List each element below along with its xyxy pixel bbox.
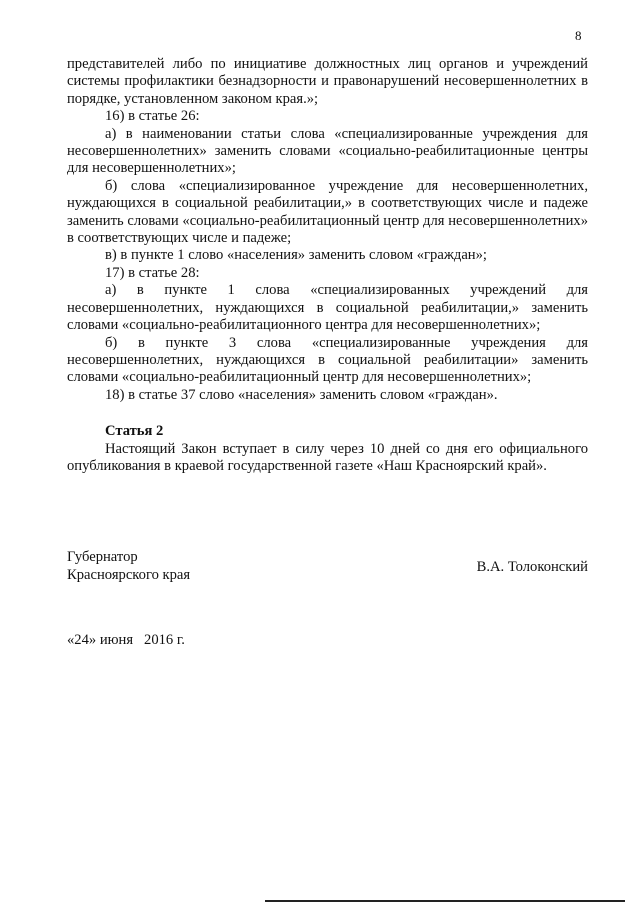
- scan-edge-line: [265, 900, 625, 902]
- paragraph-item-17: 17) в статье 28:: [105, 264, 200, 281]
- paragraph-continuation: представителей либо по инициативе должностных лиц органов и учреждений системы профилактики безнадзорности и правонарушений несовершеннолетних в порядке, установленном законом края.»;: [67, 56, 588, 107]
- signatory-name: В.А. Толоконский: [476, 559, 588, 575]
- paragraph-item-16v: в) в пункте 1 слово «населения» заменить словом «граждан»;: [105, 247, 487, 264]
- signing-date: «24» июня 2016 г.: [67, 632, 185, 648]
- paragraph-item-17b: б) в пункте 3 слова «специализированные учреждения для несовершеннолетних, нуждающихся в социальной реабилитации» заменить словами «социально-реабилитационный центр для несовершеннолетних»;: [67, 334, 588, 386]
- paragraph-item-16b: б) слова «специализированное учреждение для несовершеннолетних, нуждающихся в социальной реабилитации,» в соответствующих числе и падеже заменить словами «социально-реабилитационный центр для несовершеннолетних» в соответствующих числе и падеже;: [67, 177, 588, 247]
- article-2-heading: Статья 2: [105, 423, 164, 440]
- paragraph-item-18: 18) в статье 37 слово «населения» заменить словом «граждан».: [105, 386, 498, 403]
- paragraph-item-17a: а) в пункте 1 слова «специализированных учреждений для несовершеннолетних, нуждающихся в социальной реабилитации,» заменить словами «социально-реабилитационного центра для несовершеннолетних»;: [67, 282, 588, 334]
- signatory-title-line1: Губернатор: [67, 549, 138, 565]
- document-body: [67, 56, 588, 475]
- signatory-title-line2: Красноярского края: [67, 567, 191, 583]
- paragraph-item-16a: а) в наименовании статьи слова «специализированные учреждения для несовершеннолетних» заменить словами «социально-реабилитационные центры для несовершеннолетних»;: [67, 125, 588, 177]
- signatory-title: [67, 548, 190, 584]
- page-number: 8: [575, 28, 582, 43]
- paragraph-item-16: 16) в статье 26:: [105, 108, 200, 125]
- article-2-text: Настоящий Закон вступает в силу через 10 дней со дня его официального опубликования в краевой государственной газете «Наш Красноярский край».: [67, 440, 588, 474]
